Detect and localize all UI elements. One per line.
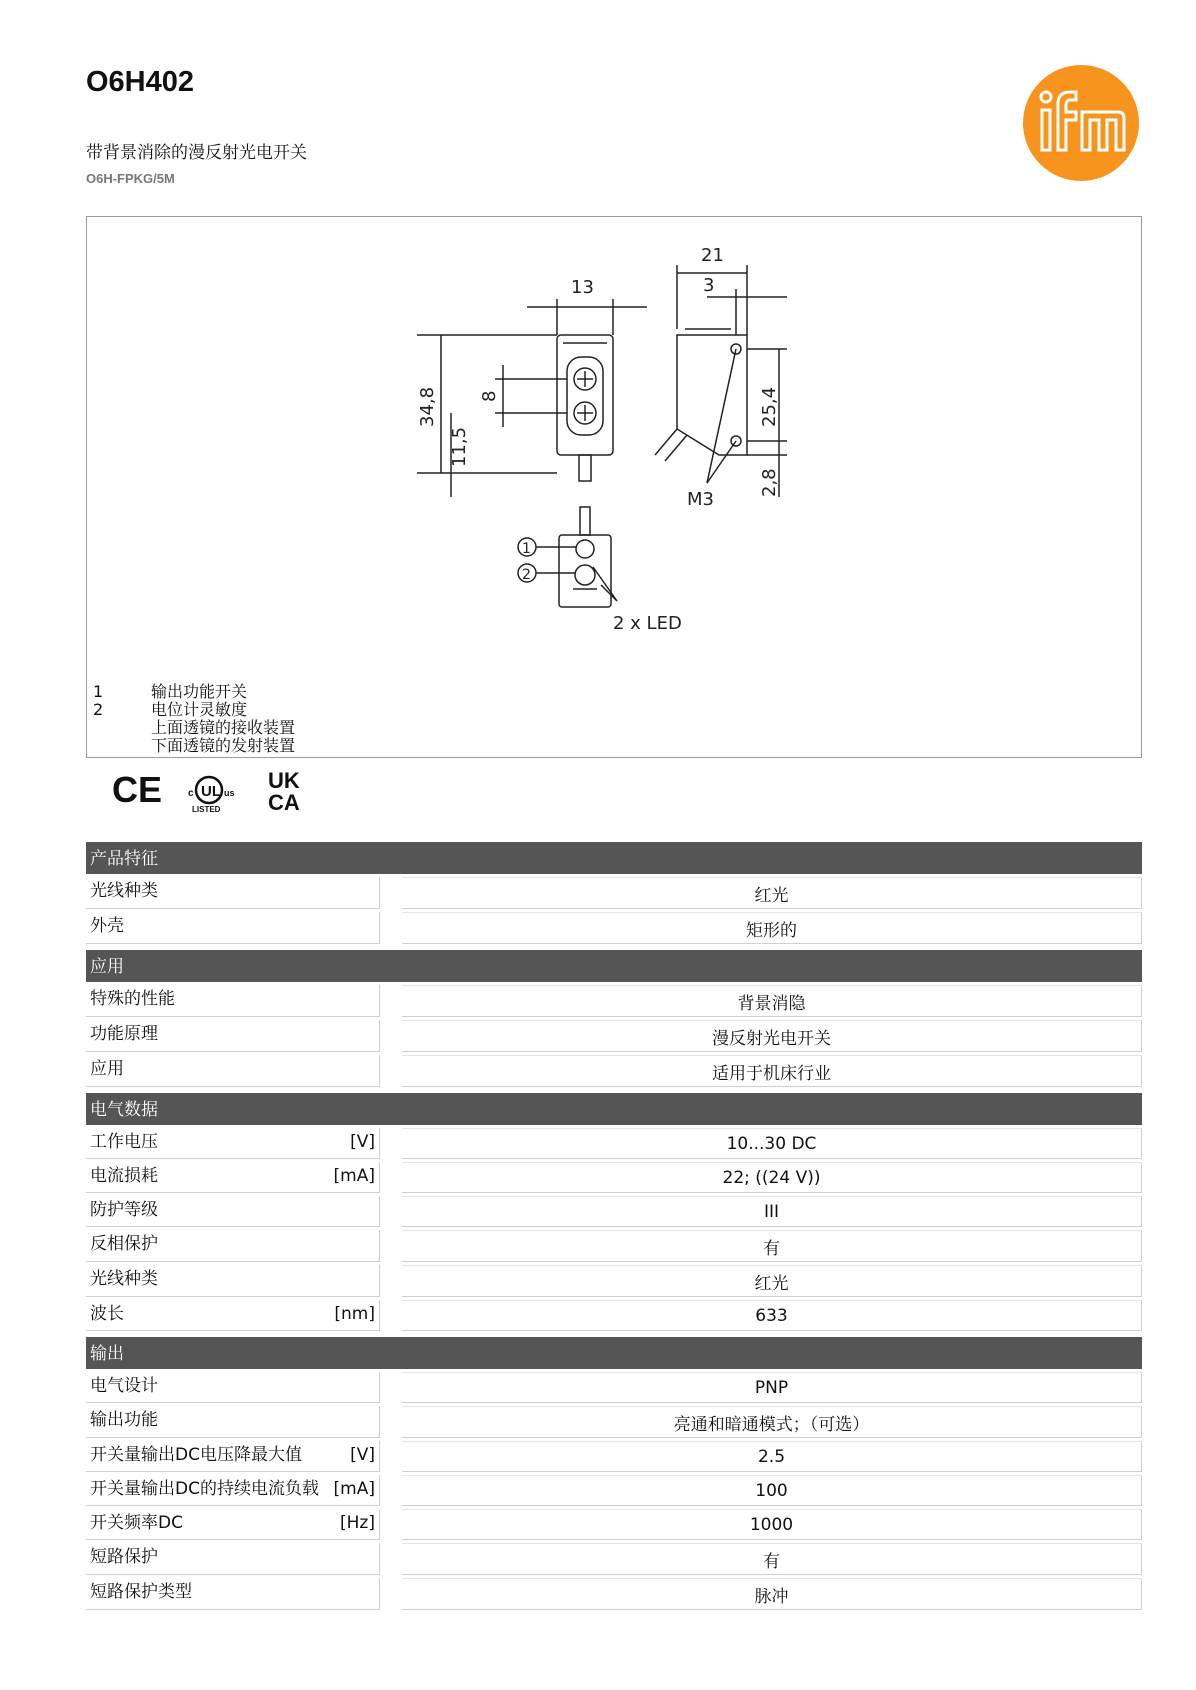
spec-unit: [V]: [350, 1445, 375, 1465]
spec-label: 光线种类: [90, 1269, 158, 1289]
spec-label: 开关量输出DC的持续电流负载: [90, 1479, 319, 1499]
spec-label: 输出功能: [90, 1410, 158, 1430]
legend-text: 下面透镜的发射装置: [151, 736, 296, 755]
spec-row: [86, 1230, 1142, 1262]
spec-value: 100: [402, 1475, 1142, 1506]
spec-row: [86, 1578, 1142, 1610]
spec-row: [86, 1372, 1142, 1403]
spec-label: 电气设计: [90, 1376, 158, 1396]
section-header: 电气数据: [86, 1093, 1142, 1125]
legend-row: [93, 701, 295, 719]
spec-label-cell: [86, 912, 380, 944]
legend-row: [93, 719, 295, 737]
spec-row: [86, 1406, 1142, 1438]
spec-label: 特殊的性能: [90, 989, 175, 1009]
spec-row: [86, 1300, 1142, 1331]
spec-label: 反相保护: [90, 1234, 158, 1254]
spec-row: [86, 1020, 1142, 1052]
legend-number: [93, 719, 151, 737]
spec-label-cell: [86, 1162, 380, 1193]
spec-value: 1000: [402, 1509, 1142, 1540]
spec-row: [86, 1441, 1142, 1472]
ifm-logo: [1022, 64, 1140, 182]
spec-row: [86, 877, 1142, 909]
spec-label-cell: [86, 1300, 380, 1331]
ce-mark: CE: [112, 769, 163, 810]
legend-number: [93, 737, 151, 755]
ul-c-mark: c: [188, 788, 194, 799]
spec-row: [86, 1162, 1142, 1193]
callout-2: 2: [522, 567, 531, 583]
spec-value: 10...30 DC: [402, 1128, 1142, 1159]
spec-unit: [nm]: [334, 1304, 375, 1324]
spec-label-cell: [86, 1230, 380, 1262]
callout-1: 1: [522, 541, 531, 557]
spec-value: 633: [402, 1300, 1142, 1331]
spec-label: 开关量输出DC电压降最大值: [90, 1445, 302, 1465]
section-header: 产品特征: [86, 842, 1142, 874]
dimension-drawing: [87, 217, 1141, 683]
ul-us-mark: us: [224, 788, 235, 798]
dim-height-254: 25,4: [759, 386, 780, 427]
spec-label: 应用: [90, 1059, 124, 1079]
dim-width-3: 3: [703, 275, 715, 296]
spec-label-cell: [86, 1196, 380, 1227]
led-label: 2 x LED: [613, 613, 682, 634]
svg-text:UL: UL: [201, 783, 221, 800]
dim-height-348: 34,8: [417, 386, 438, 427]
spec-label-cell: [86, 1055, 380, 1087]
spec-label-cell: [86, 877, 380, 909]
product-subtitle: 带背景消除的漫反射光电开关: [86, 143, 307, 163]
spec-label-cell: [86, 1128, 380, 1159]
spec-value: 矩形的: [402, 912, 1142, 944]
spec-label-cell: [86, 985, 380, 1017]
spec-label: 工作电压: [90, 1132, 158, 1152]
spec-unit: [V]: [350, 1132, 375, 1152]
spec-table: [86, 842, 1142, 1610]
spec-row: [86, 1475, 1142, 1506]
legend-number: 1: [93, 682, 104, 701]
product-title: O6H402: [86, 66, 195, 98]
ukca-top: UK: [268, 768, 300, 793]
spec-unit: [mA]: [333, 1479, 375, 1499]
spec-value: 适用于机床行业: [402, 1055, 1142, 1087]
section-header: 输出: [86, 1337, 1142, 1369]
spec-label-cell: [86, 1020, 380, 1052]
ukca-bottom: CA: [268, 790, 300, 812]
spec-row: [86, 985, 1142, 1017]
spec-label-cell: [86, 1372, 380, 1403]
legend-text: 输出功能开关: [151, 682, 248, 701]
dim-height-115: 11,5: [449, 426, 470, 467]
spec-label-cell: [86, 1543, 380, 1575]
spec-label: 功能原理: [90, 1024, 158, 1044]
spec-row: [86, 1196, 1142, 1227]
spec-value: 22; ((24 V)): [402, 1162, 1142, 1193]
spec-unit: [Hz]: [340, 1513, 375, 1533]
spec-row: [86, 912, 1142, 944]
spec-row: [86, 1509, 1142, 1540]
spec-row: [86, 1543, 1142, 1575]
spec-row: [86, 1128, 1142, 1159]
spec-label-cell: [86, 1406, 380, 1438]
spec-unit: [mA]: [333, 1166, 375, 1186]
spec-value: 2.5: [402, 1441, 1142, 1472]
spec-row: [86, 1265, 1142, 1297]
spec-value: III: [402, 1196, 1142, 1227]
spec-value: 红光: [402, 877, 1142, 909]
dimension-drawing-frame: [86, 216, 1142, 758]
dim-width-13: 13: [571, 277, 594, 298]
legend-number: 2: [93, 700, 104, 719]
spec-label-cell: [86, 1578, 380, 1610]
dim-width-21: 21: [701, 245, 724, 266]
spec-label: 开关频率DC: [90, 1513, 183, 1533]
spec-value: 有: [402, 1543, 1142, 1575]
spec-label-cell: [86, 1475, 380, 1506]
spec-label: 短路保护: [90, 1547, 158, 1567]
spec-value: 漫反射光电开关: [402, 1020, 1142, 1052]
certification-marks: [108, 762, 328, 812]
spec-label-cell: [86, 1441, 380, 1472]
legend-row: [93, 737, 295, 755]
spec-label: 短路保护类型: [90, 1582, 192, 1602]
dim-height-28: 2,8: [759, 468, 780, 497]
spec-value: 背景消隐: [402, 985, 1142, 1017]
spec-value: 亮通和暗通模式；（可选）: [402, 1406, 1142, 1438]
spec-label: 电流损耗: [90, 1166, 158, 1186]
drawing-legend: [93, 683, 295, 755]
spec-label: 波长: [90, 1304, 124, 1324]
spec-row: [86, 1055, 1142, 1087]
ul-listed-mark: LISTED: [192, 805, 221, 812]
spec-label: 外壳: [90, 916, 124, 936]
dim-height-8: 8: [479, 390, 500, 402]
spec-label-cell: [86, 1265, 380, 1297]
spec-value: PNP: [402, 1372, 1142, 1403]
thread-label-m3: M3: [687, 489, 714, 510]
spec-value: 红光: [402, 1265, 1142, 1297]
spec-label: 防护等级: [90, 1200, 158, 1220]
spec-value: 有: [402, 1230, 1142, 1262]
section-header: 应用: [86, 950, 1142, 982]
product-code: O6H-FPKG/5M: [86, 171, 175, 186]
spec-label: 光线种类: [90, 881, 158, 901]
legend-text: 上面透镜的接收装置: [151, 718, 296, 737]
spec-label-cell: [86, 1509, 380, 1540]
legend-text: 电位计灵敏度: [151, 700, 248, 719]
legend-row: [93, 683, 295, 701]
spec-value: 脉冲: [402, 1578, 1142, 1610]
